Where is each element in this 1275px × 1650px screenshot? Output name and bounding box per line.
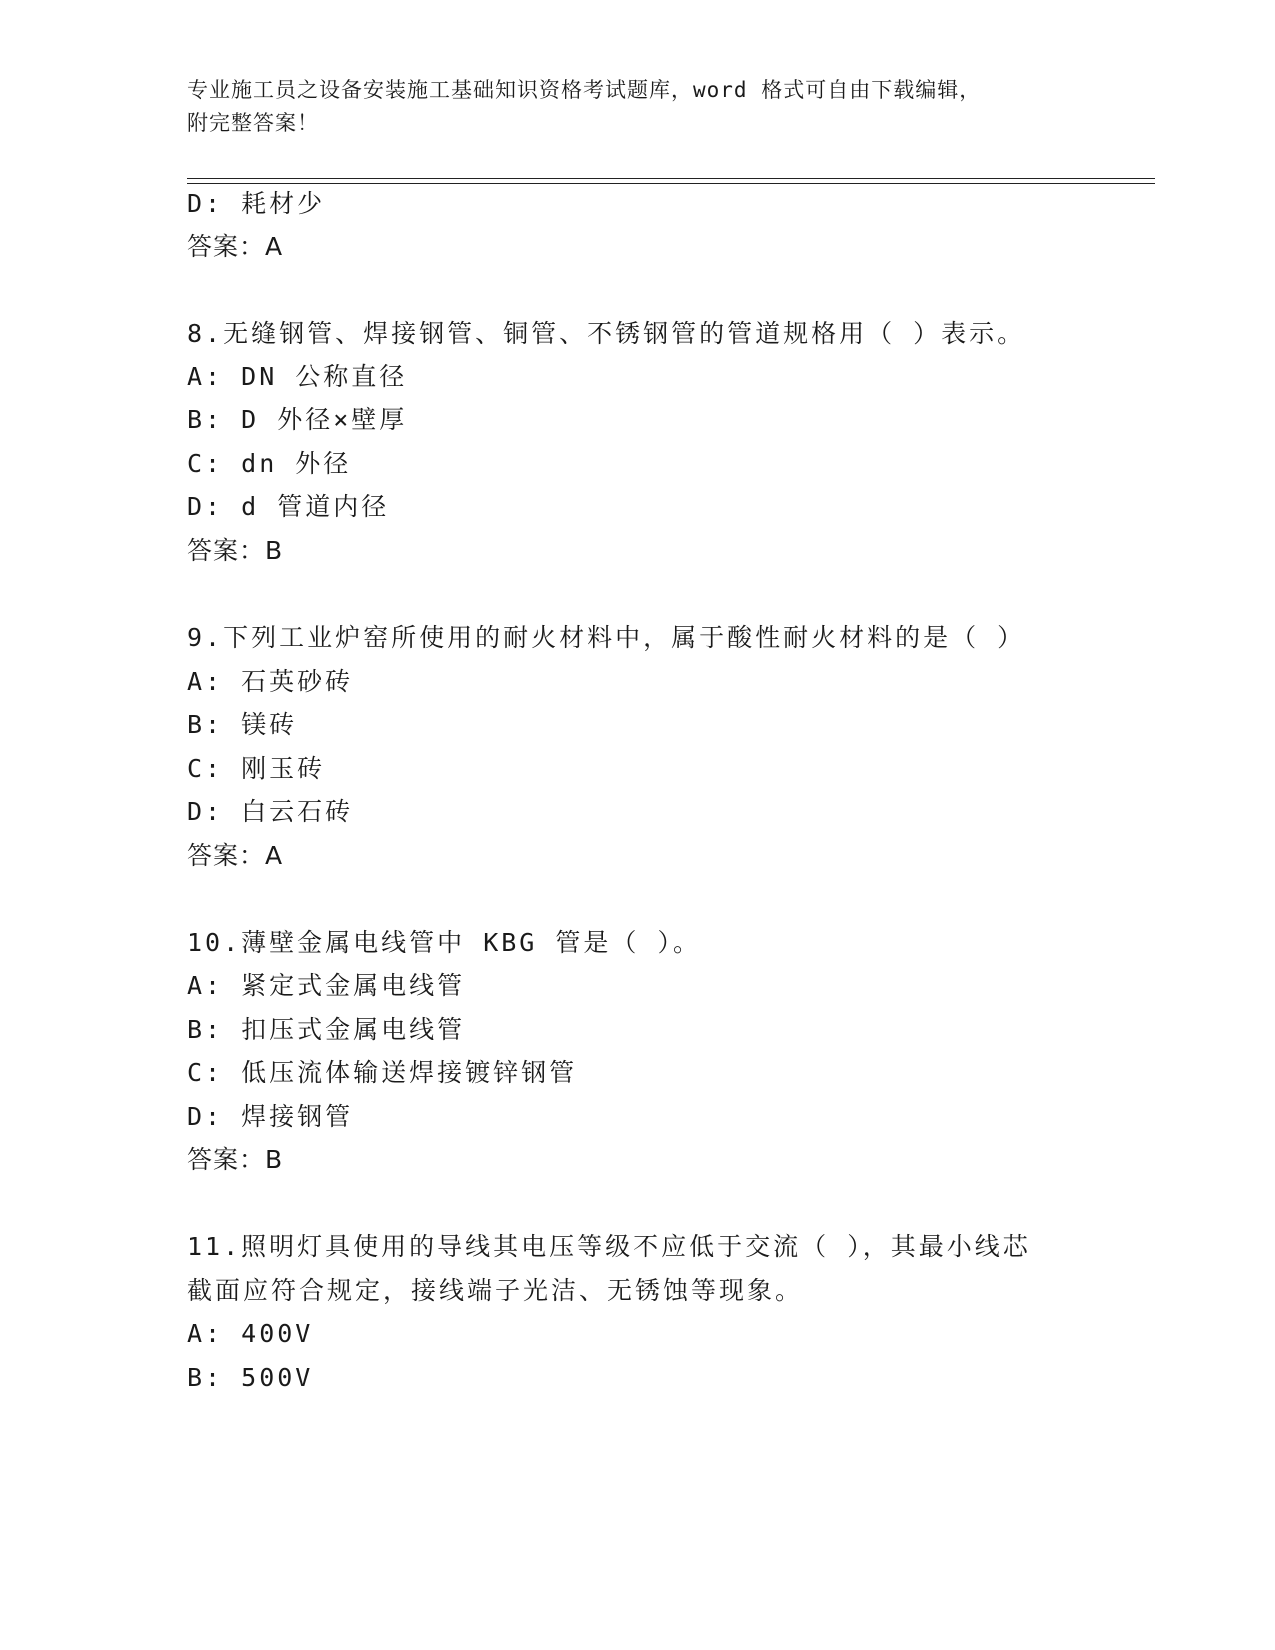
question-8-option-b: B: D 外径×壁厚 — [187, 405, 408, 434]
question-8-option-a: A: DN 公称直径 — [187, 362, 408, 391]
question-8-answer: 答案：B — [187, 536, 284, 565]
question-10-option-c: C: 低压流体输送焊接镀锌钢管 — [187, 1058, 578, 1087]
question-10-stem: 10.薄壁金属电线管中 KBG 管是（ ）。 — [187, 928, 701, 957]
question-11-stem-line-1: 11.照明灯具使用的导线其电压等级不应低于交流（ ），其最小线芯 — [187, 1232, 1031, 1261]
document-header — [187, 74, 1087, 140]
question-11-option-a: A: 400V — [187, 1319, 314, 1348]
question-9-answer: 答案：A — [187, 841, 284, 870]
prev-answer: 答案：A — [187, 232, 284, 261]
question-9-option-d: D: 白云石砖 — [187, 797, 354, 826]
question-8-option-d: D: d 管道内径 — [187, 492, 390, 521]
question-10-option-d: D: 焊接钢管 — [187, 1102, 354, 1131]
question-11-option-b: B: 500V — [187, 1363, 314, 1392]
question-10-answer: 答案：B — [187, 1145, 284, 1174]
question-9-option-b: B: 镁砖 — [187, 710, 298, 739]
prev-option-d: D: 耗材少 — [187, 189, 326, 218]
question-11-stem-line-2: 截面应符合规定，接线端子光洁、无锈蚀等现象。 — [187, 1276, 804, 1305]
question-8-stem: 8.无缝钢管、焊接钢管、铜管、不锈钢管的管道规格用（ ）表示。 — [187, 319, 1026, 348]
question-10-option-b: B: 扣压式金属电线管 — [187, 1015, 466, 1044]
question-8-option-c: C: dn 外径 — [187, 449, 352, 478]
header-line-2: 附完整答案！ — [187, 111, 319, 135]
header-divider-top — [187, 178, 1155, 179]
question-10-option-a: A: 紧定式金属电线管 — [187, 971, 466, 1000]
question-9-stem: 9.下列工业炉窑所使用的耐火材料中，属于酸性耐火材料的是（ ） — [187, 623, 1026, 652]
header-divider-bottom — [187, 183, 1155, 184]
question-9-option-c: C: 刚玉砖 — [187, 754, 326, 783]
header-line-1: 专业施工员之设备安装施工基础知识资格考试题库，word 格式可自由下载编辑， — [187, 78, 982, 102]
question-9-option-a: A: 石英砂砖 — [187, 667, 354, 696]
